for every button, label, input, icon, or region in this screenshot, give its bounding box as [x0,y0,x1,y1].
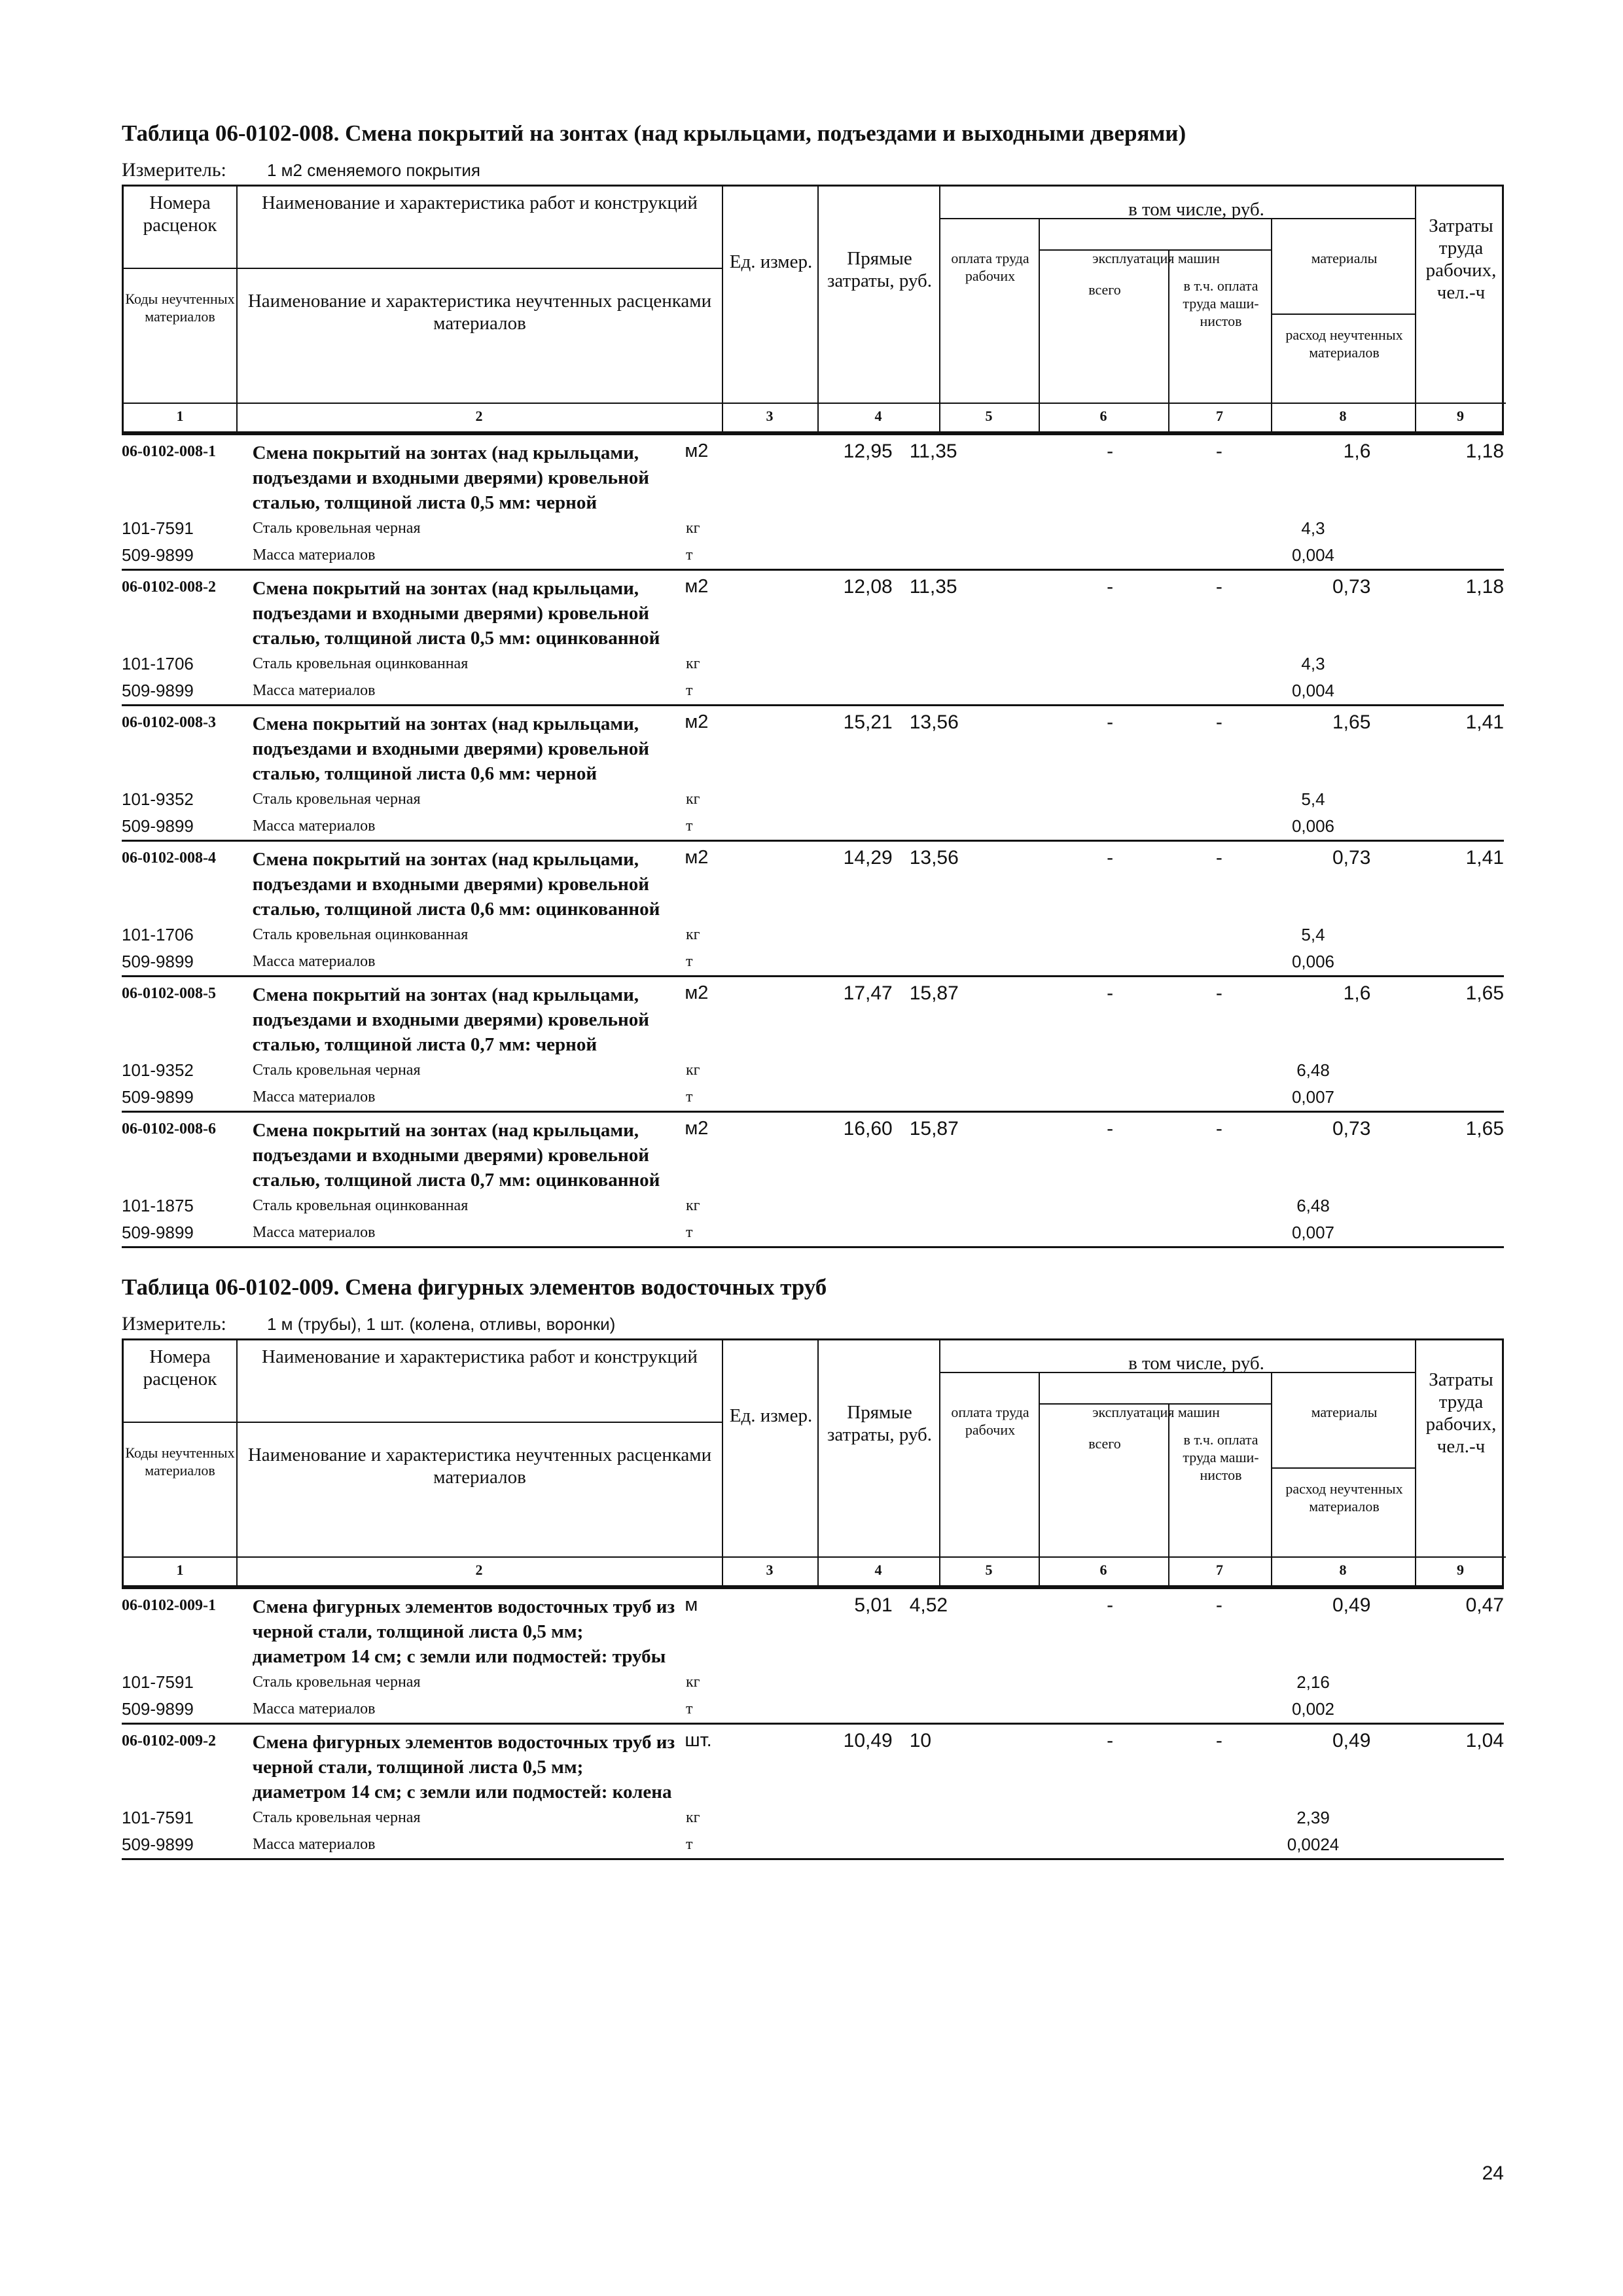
material-row [122,1696,1504,1723]
operators-cell: - [1215,982,1222,1004]
header-grid-line [124,1422,722,1423]
material-quantity: 5,4 [1301,925,1325,944]
labor-costs-cell: 1,18 [1465,440,1504,462]
header-material-description: Наименование и характеристика неучтенных расценками материалов [247,1444,712,1488]
machines-cell: - [1107,440,1114,462]
header-operators-pay: в т.ч. оплата труда маши-нистов [1183,278,1259,329]
table-title: Таблица 06-0102-008. Смена покрытий на зонтах (над крыльцами, подъездами и выходными дверями) [122,120,1186,146]
table-row [122,842,1504,922]
table-row [122,977,1504,1057]
unit-cell: м [685,1594,698,1615]
operators-cell: - [1215,1730,1222,1751]
materials-cell: 0,49 [1332,1730,1371,1751]
material-unit: кг [686,520,700,537]
material-name: Масса материалов [253,953,376,970]
material-name: Масса материалов [253,1088,376,1105]
header-unit: Ед. измер. [729,1405,813,1426]
rate-description: Смена покрытий на зонтах (над крыльцами, подъездами и входными дверями) кровельной сталью, толщиной листа 0,7 мм: оцинкованной [252,1120,660,1191]
labor-pay-cell: 11,35 [909,576,957,598]
material-code: 101-9352 [122,789,194,809]
unit-cell: м2 [685,576,709,597]
header-direct-costs: Прямые затраты, руб. [827,1402,933,1445]
table-row [122,1589,1504,1669]
rate-code: 06-0102-008-6 [122,1121,216,1138]
material-name: Сталь кровельная оцинкованная [253,1197,469,1214]
labor-costs-cell: 1,65 [1465,1118,1504,1139]
rate-description: Смена покрытий на зонтах (над крыльцами, подъездами и входными дверями) кровельной сталью, толщиной листа 0,6 мм: черной [252,713,649,784]
header-direct-costs: Прямые затраты, руб. [827,248,933,291]
material-unit: кг [686,1062,700,1079]
rate-code: 06-0102-008-1 [122,443,216,460]
material-code: 101-7591 [122,1808,194,1827]
unit-cell: м2 [685,711,709,732]
header-column-number: 3 [766,1562,774,1578]
material-code: 509-9899 [122,1223,194,1242]
table-rows [122,1587,1504,1860]
table-row [122,1113,1504,1193]
header-grid-line [1039,1403,1271,1405]
rate-entry [122,1111,1504,1248]
header-grid-line [1271,1467,1415,1469]
material-code: 509-9899 [122,1835,194,1854]
material-row [122,1831,1504,1858]
rate-code: 06-0102-008-5 [122,985,216,1002]
table-row [122,1725,1504,1804]
header-material-codes: Коды неучтенных материалов [125,1444,235,1479]
header-grid-line [939,1340,940,1585]
header-column-number: 8 [1339,408,1347,424]
material-unit: т [686,547,693,564]
machines-cell: - [1107,1118,1114,1139]
rate-entry [122,975,1504,1111]
material-quantity: 6,48 [1296,1196,1330,1215]
labor-pay-cell: 15,87 [909,982,959,1004]
direct-costs-cell: 16,60 [843,1118,893,1139]
material-code: 101-9352 [122,1060,194,1080]
rate-entry [122,1723,1504,1860]
material-quantity: 2,39 [1296,1808,1330,1827]
material-quantity: 0,0024 [1287,1835,1340,1854]
meter-label: Измеритель: [122,1313,226,1335]
header-column-number: 9 [1457,408,1464,424]
labor-costs-cell: 1,41 [1465,711,1504,733]
header-column-number: 6 [1099,408,1107,424]
material-row [122,922,1504,948]
material-code: 101-1706 [122,654,194,673]
materials-cell: 1,6 [1343,440,1371,462]
header-labor-pay: оплата труда рабочих [951,1404,1029,1438]
material-name: Масса материалов [253,547,376,564]
machines-cell: - [1107,576,1114,598]
header-machines-total: всего [1088,281,1121,298]
labor-pay-cell: 4,52 [909,1594,948,1616]
header-grid-line [1415,1340,1416,1585]
header-grid-line [236,187,238,431]
material-unit: т [686,1836,693,1853]
header-column-number: 1 [176,1562,184,1578]
material-quantity: 4,3 [1301,518,1325,538]
document-page [122,118,1504,1860]
header-grid-line [1271,314,1415,315]
material-row [122,1193,1504,1219]
header-grid-line [722,1340,723,1585]
unit-cell: шт. [685,1730,712,1751]
material-row [122,786,1504,813]
direct-costs-cell: 10,49 [843,1730,893,1751]
header-work-description: Наименование и характеристика работ и конструкций [262,1346,698,1367]
material-code: 101-1875 [122,1196,194,1215]
header-grid-line [1039,249,1271,251]
material-row [122,677,1504,704]
material-code: 509-9899 [122,816,194,836]
material-unit: кг [686,1197,700,1214]
unit-cell: м2 [685,440,709,461]
material-code: 509-9899 [122,1087,194,1107]
materials-cell: 0,73 [1332,847,1371,869]
labor-costs-cell: 1,65 [1465,982,1504,1004]
header-machine-ops: эксплуатация машин [1092,250,1220,266]
labor-costs-cell: 1,18 [1465,576,1504,598]
header-labor-costs: Затраты труда рабочих, чел.-ч [1425,1369,1497,1457]
material-name: Масса материалов [253,1224,376,1241]
material-name: Масса материалов [253,1836,376,1853]
rate-description: Смена покрытий на зонтах (над крыльцами, подъездами и входными дверями) кровельной сталью, толщиной листа 0,7 мм: черной [252,984,649,1055]
rate-entry [122,433,1504,569]
material-row [122,948,1504,975]
header-labor-pay: оплата труда рабочих [951,250,1029,284]
header-column-number: 3 [766,408,774,424]
direct-costs-cell: 17,47 [843,982,893,1004]
operators-cell: - [1215,576,1222,598]
material-unit: кг [686,655,700,672]
material-name: Сталь кровельная оцинкованная [253,926,469,943]
material-name: Масса материалов [253,682,376,699]
unit-cell: м2 [685,982,709,1003]
material-name: Сталь кровельная оцинкованная [253,655,469,672]
header-material-codes: Коды неучтенных материалов [125,291,235,325]
machines-cell: - [1107,847,1114,869]
machines-cell: - [1107,1730,1114,1751]
labor-pay-cell: 11,35 [909,440,957,462]
table-section-2 [122,1272,1504,1860]
material-row [122,1084,1504,1111]
material-name: Сталь кровельная черная [253,1809,421,1826]
material-row [122,813,1504,840]
table-header [122,1338,1504,1587]
header-grid-line [939,1372,1415,1373]
material-code: 509-9899 [122,545,194,565]
material-name: Сталь кровельная черная [253,1062,421,1079]
direct-costs-cell: 15,21 [843,711,893,733]
meter-line [122,156,1504,185]
header-grid-line [124,268,722,269]
material-code: 101-7591 [122,518,194,538]
labor-costs-cell: 0,47 [1465,1594,1504,1616]
header-rate-numbers: Номера расценок [143,192,217,236]
material-quantity: 5,4 [1301,789,1325,809]
material-row [122,515,1504,542]
unit-cell: м2 [685,847,709,868]
operators-cell: - [1215,1594,1222,1616]
header-grid-line [1415,187,1416,431]
rate-description: Смена покрытий на зонтах (над крыльцами, подъездами и входными дверями) кровельной сталью, толщиной листа 0,6 мм: оцинкованной [252,849,660,920]
materials-cell: 0,49 [1332,1594,1371,1616]
header-unaccounted-materials: расход неучтенных материалов [1285,327,1403,361]
material-code: 509-9899 [122,681,194,700]
material-quantity: 4,3 [1301,654,1325,673]
direct-costs-cell: 12,08 [843,576,893,598]
header-grid-line [939,187,940,431]
material-row [122,542,1504,569]
header-grid-line [817,187,819,431]
direct-costs-cell: 12,95 [843,440,893,462]
labor-costs-cell: 1,04 [1465,1730,1504,1751]
materials-cell: 0,73 [1332,576,1371,598]
labor-pay-cell: 15,87 [909,1118,959,1139]
table-rows [122,433,1504,1248]
operators-cell: - [1215,1118,1222,1139]
labor-costs-cell: 1,41 [1465,847,1504,869]
header-column-number: 8 [1339,1562,1347,1578]
header-column-number: 5 [985,408,993,424]
material-quantity: 0,006 [1291,816,1335,836]
header-column-number: 2 [475,408,483,424]
header-column-number: 7 [1216,408,1223,424]
material-unit: т [686,817,693,834]
material-name: Сталь кровельная черная [253,1674,421,1691]
material-quantity: 6,48 [1296,1060,1330,1080]
material-quantity: 0,006 [1291,952,1335,971]
header-materials: материалы [1311,1404,1378,1420]
header-column-number: 4 [874,1562,882,1578]
header-materials: материалы [1311,250,1378,266]
header-column-number: 9 [1457,1562,1464,1578]
header-grid-line [236,1340,238,1585]
rate-entry [122,569,1504,704]
material-unit: т [686,1224,693,1241]
header-column-number: 4 [874,408,882,424]
material-unit: т [686,953,693,970]
table-section-1 [122,118,1504,1248]
header-including: в том числе, руб. [1128,1353,1264,1374]
rate-description: Смена покрытий на зонтах (над крыльцами, подъездами и входными дверями) кровельной сталью, толщиной листа 0,5 мм: оцинкованной [252,578,660,649]
header-including: в том числе, руб. [1128,199,1264,220]
table-header [122,185,1504,433]
rate-code: 06-0102-008-2 [122,579,216,596]
header-column-number: 7 [1216,1562,1223,1578]
material-name: Сталь кровельная черная [253,520,421,537]
operators-cell: - [1215,440,1222,462]
header-grid-line [939,218,1415,219]
rate-description: Смена фигурных элементов водосточных труб из черной стали, толщиной листа 0,5 мм; диаметром 14 см; с земли или подмостей: колена [252,1732,675,1803]
material-quantity: 0,002 [1291,1699,1335,1719]
material-quantity: 0,004 [1291,545,1335,565]
header-grid-line [722,187,723,431]
material-unit: кг [686,926,700,943]
materials-cell: 1,65 [1332,711,1371,733]
material-code: 101-1706 [122,925,194,944]
header-grid-line [817,1340,819,1585]
meter-value: 1 м (трубы), 1 шт. (колена, отливы, воронки) [267,1314,616,1334]
header-work-description: Наименование и характеристика работ и конструкций [262,192,698,213]
unit-cell: м2 [685,1118,709,1139]
table-title: Таблица 06-0102-009. Смена фигурных элементов водосточных труб [122,1274,827,1300]
material-row [122,1219,1504,1246]
header-column-number: 1 [176,408,184,424]
operators-cell: - [1215,711,1222,733]
material-quantity: 2,16 [1296,1672,1330,1692]
header-grid-line [1271,218,1272,431]
material-unit: т [686,682,693,699]
materials-cell: 1,6 [1343,982,1371,1004]
material-name: Сталь кровельная черная [253,791,421,808]
material-name: Масса материалов [253,1700,376,1717]
labor-pay-cell: 13,56 [909,711,959,733]
direct-costs-cell: 14,29 [843,847,893,869]
machines-cell: - [1107,1594,1114,1616]
labor-pay-cell: 13,56 [909,847,959,869]
rate-entry [122,704,1504,840]
table-row [122,706,1504,786]
material-quantity: 0,007 [1291,1087,1335,1107]
header-column-number: 2 [475,1562,483,1578]
header-labor-costs: Затраты труда рабочих, чел.-ч [1425,215,1497,303]
rate-code: 06-0102-008-4 [122,850,216,867]
material-unit: кг [686,791,700,808]
meter-value: 1 м2 сменяемого покрытия [267,160,480,180]
header-grid-line [1271,1372,1272,1585]
rate-code: 06-0102-008-3 [122,714,216,731]
meter-line [122,1310,1504,1338]
rate-code: 06-0102-009-1 [122,1597,216,1614]
header-material-description: Наименование и характеристика неучтенных расценками материалов [247,291,712,334]
materials-cell: 0,73 [1332,1118,1371,1139]
rate-description: Смена покрытий на зонтах (над крыльцами, подъездами и входными дверями) кровельной сталью, толщиной листа 0,5 мм: черной [252,442,649,513]
material-code: 509-9899 [122,1699,194,1719]
header-unaccounted-materials: расход неучтенных материалов [1285,1480,1403,1515]
header-operators-pay: в т.ч. оплата труда маши-нистов [1183,1431,1259,1483]
table-row [122,435,1504,515]
material-unit: кг [686,1674,700,1691]
material-unit: т [686,1700,693,1717]
material-row [122,1669,1504,1696]
material-unit: т [686,1088,693,1105]
material-quantity: 0,007 [1291,1223,1335,1242]
table-row [122,571,1504,651]
meter-label: Измеритель: [122,159,226,181]
labor-pay-cell: 10 [909,1730,932,1751]
material-row [122,651,1504,677]
material-quantity: 0,004 [1291,681,1335,700]
header-column-number: 5 [985,1562,993,1578]
material-code: 101-7591 [122,1672,194,1692]
material-name: Масса материалов [253,817,376,834]
machines-cell: - [1107,711,1114,733]
header-column-number: 6 [1099,1562,1107,1578]
header-unit: Ед. измер. [729,251,813,272]
rate-code: 06-0102-009-2 [122,1732,216,1749]
header-machines-total: всего [1088,1435,1121,1452]
material-row [122,1057,1504,1084]
machines-cell: - [1107,982,1114,1004]
material-row [122,1804,1504,1831]
header-machine-ops: эксплуатация машин [1092,1404,1220,1420]
page-number: 24 [1482,2162,1504,2184]
rate-entry [122,1587,1504,1723]
operators-cell: - [1215,847,1222,869]
header-rate-numbers: Номера расценок [143,1346,217,1390]
direct-costs-cell: 5,01 [854,1594,893,1616]
material-code: 509-9899 [122,952,194,971]
rate-description: Смена фигурных элементов водосточных труб из черной стали, толщиной листа 0,5 мм; диаметром 14 см; с земли или подмостей: трубы [252,1596,675,1667]
rate-entry [122,840,1504,975]
material-unit: кг [686,1809,700,1826]
